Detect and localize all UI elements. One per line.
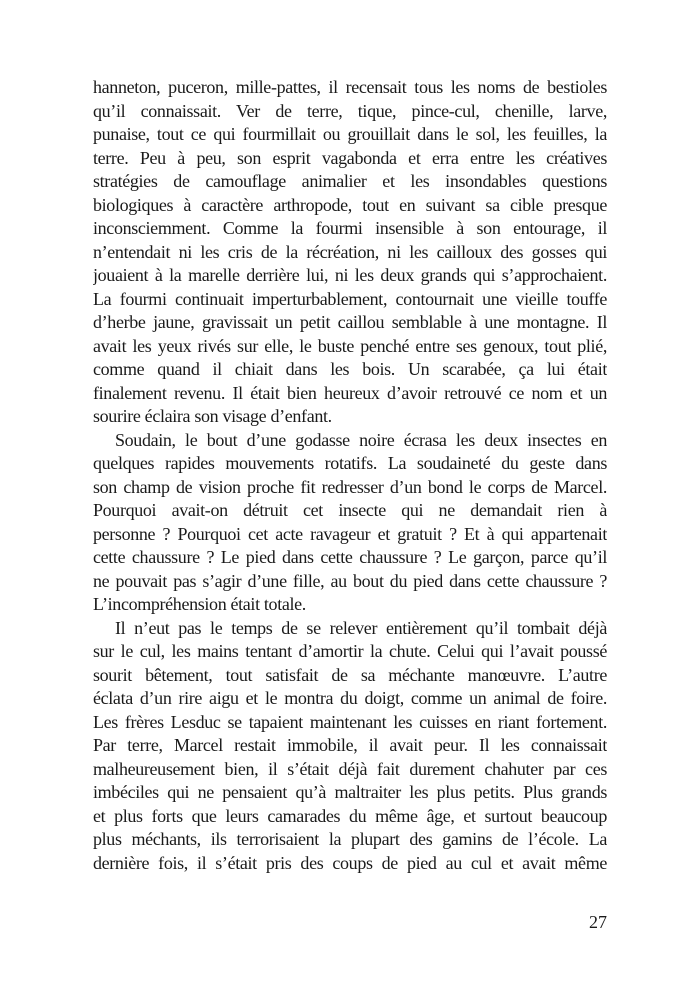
text-line: Par terre, Marcel restait immobile, il avait peur. Il les connaissait xyxy=(93,735,607,755)
text-line: avait les yeux rivés sur elle, le buste penché entre ses genoux, tout plié, xyxy=(93,335,607,356)
text-line: punaise, tout ce qui fourmillait ou grouillait dans le sol, les feuilles, la xyxy=(93,124,607,144)
text-line: personne ? Pourquoi cet acte ravageur et gratuit ? Et à qui appartenait xyxy=(93,523,607,544)
text-line: hanneton, puceron, mille-pattes, il recensait tous les noms de bestioles xyxy=(93,77,607,97)
text-line: plus méchants, ils terrorisaient la plupart des gamins de l’école. La xyxy=(93,829,607,849)
text-line: sur le cul, les mains tentant d’amortir la chute. Celui qui l’avait poussé xyxy=(93,641,607,661)
text-line: jouaient à la marelle derrière lui, ni les deux grands qui s’approchaient. xyxy=(93,265,607,285)
text-line: inconsciemment. Comme la fourmi insensible à son entourage, il xyxy=(93,218,607,238)
text-line: biologiques à caractère arthropode, tout en suivant sa cible presque xyxy=(93,194,607,215)
text-line: qu’il connaissait. Ver de terre, tique, pince-cul, chenille, larve, xyxy=(93,100,607,121)
paragraph xyxy=(93,76,607,429)
text-line: imbéciles qui ne pensaient qu’à maltraiter les plus petits. Plus grands xyxy=(93,782,607,802)
text-line: Les frères Lesduc se tapaient maintenant les cuisses en riant fortement. xyxy=(93,711,607,732)
text-line: cette chaussure ? Le pied dans cette chaussure ? Le garçon, parce qu’il xyxy=(93,547,607,567)
text-line: quelques rapides mouvements rotatifs. La soudaineté du geste dans xyxy=(93,453,607,473)
paragraph xyxy=(93,429,607,617)
page-number: 27 xyxy=(589,912,607,932)
text-line: stratégies de camouflage animalier et les insondables questions xyxy=(93,171,607,191)
text-line: n’entendait ni les cris de la récréation, ni les cailloux des gosses qui xyxy=(93,241,607,262)
text-line: finalement revenu. Il était bien heureux d’avoir retrouvé ce nom et un xyxy=(93,382,607,403)
text-line: malheureusement bien, il s’était déjà fait durement chahuter par ces xyxy=(93,758,607,779)
text-line: comme quand il chiait dans les bois. Un scarabée, ça lui était xyxy=(93,359,607,379)
text-line: terre. Peu à peu, son esprit vagabonda et erra entre les créatives xyxy=(93,147,607,168)
text-line: éclata d’un rire aigu et le montra du doigt, comme un animal de foire. xyxy=(93,688,607,708)
paragraph xyxy=(93,617,607,876)
text-line: Pourquoi avait-on détruit cet insecte qui ne demandait rien à xyxy=(93,500,607,520)
text-line: La fourmi continuait imperturbablement, contournait une vieille touffe xyxy=(93,288,607,309)
text-line: sourit bêtement, tout satisfait de sa méchante manœuvre. L’autre xyxy=(93,664,607,685)
text-line: son champ de vision proche fit redresser d’un bond le corps de Marcel. xyxy=(93,476,607,497)
text-line: d’herbe jaune, gravissait un petit caillou semblable à une montagne. Il xyxy=(93,312,607,332)
text-line: Soudain, le bout d’une godasse noire écrasa les deux insectes en xyxy=(115,429,607,450)
text-line: ne pouvait pas s’agir d’une fille, au bout du pied dans cette chaussure ? xyxy=(93,570,607,591)
text-line: sourire éclaira son visage d’enfant. xyxy=(93,406,332,426)
text-line: et plus forts que leurs camarades du même âge, et surtout beaucoup xyxy=(93,805,607,826)
text-line: dernière fois, il s’était pris des coups de pied au cul et avait même xyxy=(93,852,607,873)
text-line: Il n’eut pas le temps de se relever entièrement qu’il tombait déjà xyxy=(115,617,607,638)
text-line: L’incompréhension était totale. xyxy=(93,594,306,614)
page-body xyxy=(93,76,607,875)
